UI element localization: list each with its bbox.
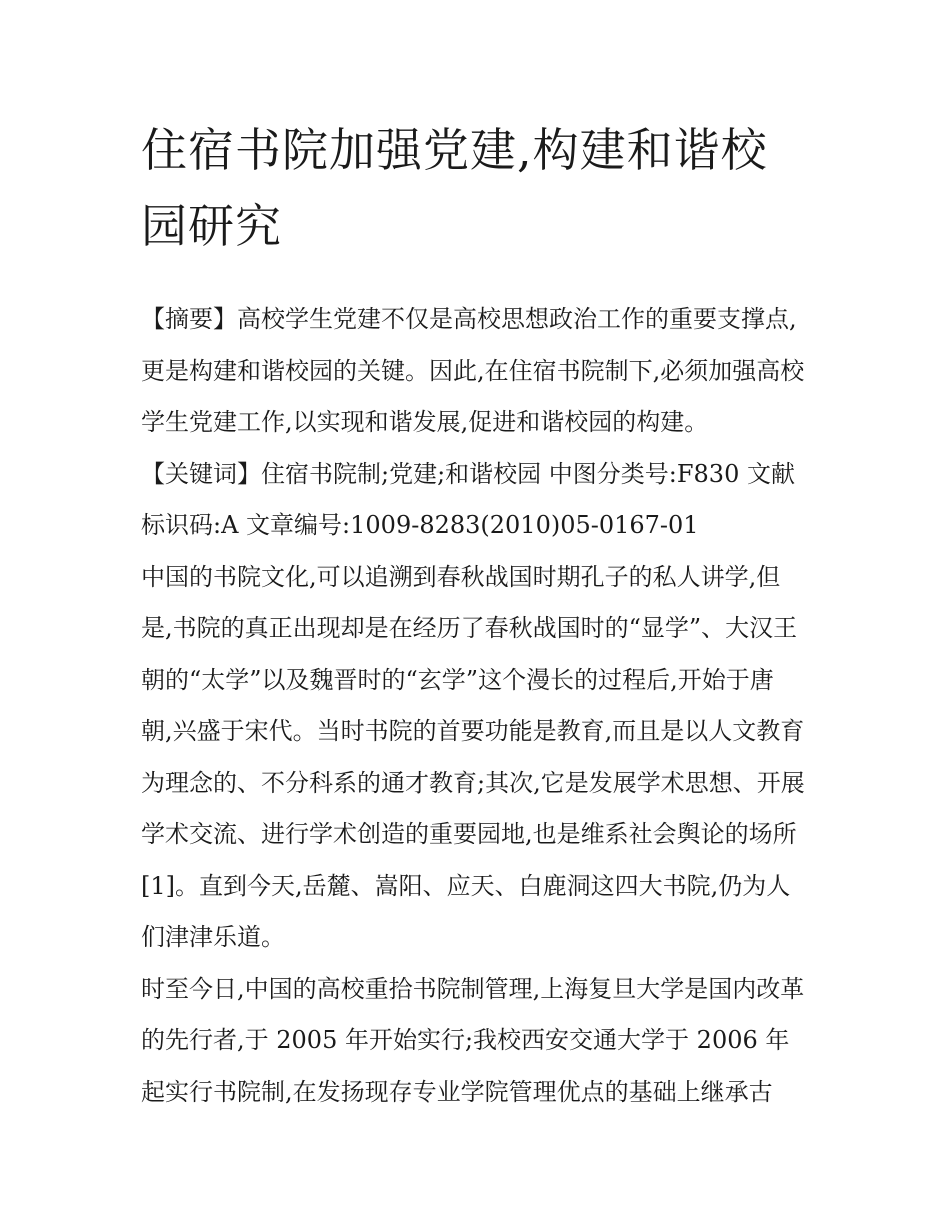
abstract-paragraph	[141, 294, 805, 449]
body-paragraph-2: 时至今日,中国的高校重拾书院制管理,上海复旦大学是国内改革的先行者,于 2005 年开始实行;我校西安交通大学于 2006 年起实行书院制,在发扬现存专业学院管理优点的基础上继承古	[141, 974, 805, 1106]
document-title: 住宿书院加强党建,构建和谐校园研究	[141, 123, 768, 253]
keywords-paragraph	[141, 449, 805, 552]
keywords-label: 【关键词】	[141, 459, 261, 488]
body-paragraph-1: 中国的书院文化,可以追溯到春秋战国时期孔子的私人讲学,但是,书院的真正出现却是在经历了春秋战国时的“显学”、大汉王朝的“太学”以及魏晋时的“玄学”这个漫长的过程后,开始于唐朝,兴盛于宋代。当时书院的首要功能是教育,而且是以人文教育为理念的、不分科系的通才教育;其次,它是发展学术思想、开展学术交流、进行学术创造的重要园地,也是维系社会舆论的场所[1]。直到今天,岳麓、嵩阳、应天、白鹿洞这四大书院,仍为人们津津乐道。	[141, 562, 805, 951]
abstract-text: 高校学生党建不仅是高校思想政治工作的重要支撑点,更是构建和谐校园的关键。因此,在住宿书院制下,必须加强高校学生党建工作,以实现和谐发展,促进和谐校园的构建。	[141, 305, 805, 436]
document-page	[141, 112, 805, 1118]
abstract-label: 【摘要】	[141, 305, 237, 333]
keywords-text: 住宿书院制;党建;和谐校园 中图分类号:F830 文献标识码:A 文章编号:1009-8283(2010)05-0167-01	[141, 459, 795, 539]
